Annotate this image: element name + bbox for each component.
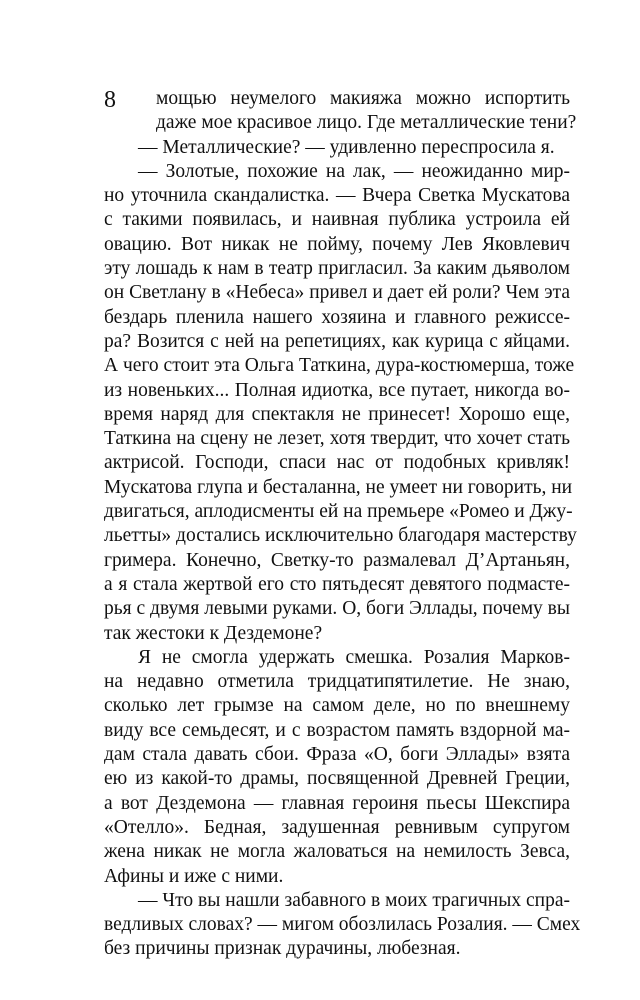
- text-line: актрисой. Господи, спаси нас от подобных кривляк!: [104, 452, 570, 474]
- text-line: А чего стоит эта Ольга Таткина, дура-костюмерша, тоже: [104, 355, 575, 377]
- page-number: 8: [104, 87, 116, 113]
- text-line: овацию. Вот никак не пойму, почему Лев Яковлевич: [104, 233, 570, 255]
- text-line: из новеньких... Полная идиотка, все путает, никогда во-: [104, 379, 570, 401]
- text-line: время наряд для спектакля не принесет! Хорошо еще,: [104, 403, 570, 425]
- text-line: ра? Возится с ней на репетициях, как курица с яйцами.: [104, 330, 570, 352]
- text-line: Афины и иже с ними.: [104, 865, 284, 887]
- text-line: эту лошадь к нам в театр пригласил. За каким дьяволом: [104, 258, 570, 280]
- text-line: Я не смогла удержать смешка. Розалия Марков-: [138, 646, 570, 668]
- text-line: рья с двумя левыми руками. О, боги Эллады, почему вы: [104, 598, 570, 620]
- text-line: сколько лет грымзе на самом деле, но по внешнему: [104, 695, 570, 717]
- text-line: без причины признак дурачины, любезная.: [104, 938, 461, 960]
- text-line: — Металлические? — удивленно переспросила я.: [138, 136, 555, 158]
- text-line: бездарь пленила нашего хозяина и главного режиссе-: [104, 306, 570, 328]
- text-line: — Золотые, похожие на лак, — неожиданно мир-: [138, 160, 570, 182]
- text-line: а вот Дездемона — главная героиня пьесы Шекспира: [104, 792, 570, 814]
- text-line: а я стала жертвой его сто пятьдесят девятого подмасте-: [104, 573, 570, 595]
- text-line: ею из какой-то драмы, посвященной Древней Греции,: [104, 768, 570, 790]
- text-line: Таткина на сцену не лезет, хотя твердит, что хочет стать: [104, 428, 570, 450]
- text-line: так жестоки к Дездемоне?: [104, 622, 323, 644]
- text-line: двигаться, аплодисменты ей на премьере «Ромео и Джу-: [104, 501, 573, 523]
- text-line: — Что вы нашли забавного в моих трагичных спра-: [138, 889, 570, 911]
- text-line: но уточнила скандалистка. — Вчера Светка Мускатова: [104, 185, 570, 207]
- text-line: гримера. Конечно, Светку-то размалевал Д’Артаньян,: [104, 549, 570, 571]
- text-line: ведливых словах? — мигом обозлилась Розалия. — Смех: [104, 914, 581, 936]
- text-line: с такими появилась, и наивная публика устроила ей: [104, 209, 570, 231]
- body-text: [104, 87, 581, 962]
- text-line: даже мое красивое лицо. Где металлические тени?: [156, 112, 577, 134]
- text-line: жена никак не могла жаловаться на немилость Зевса,: [104, 841, 570, 863]
- text-line: Мускатова глупа и бесталанна, не умеет ни говорить, ни: [104, 476, 573, 498]
- text-line: «Отелло». Бедная, задушенная ревнивым супругом: [104, 816, 570, 838]
- text-line: на недавно отметила тридцатипятилетие. Не знаю,: [104, 671, 570, 693]
- text-line: виду все семьдесят, и с возрастом память вздорной ма-: [104, 719, 570, 741]
- text-line: льетты» достались исключительно благодаря мастерству: [104, 525, 577, 547]
- text-line: он Светлану в «Небеса» привел и дает ей роли? Чем эта: [104, 282, 570, 304]
- text-line: дам стала давать сбои. Фраза «О, боги Эллады» взята: [104, 744, 570, 766]
- text-line: мощью неумелого макияжа можно испортить: [156, 88, 570, 109]
